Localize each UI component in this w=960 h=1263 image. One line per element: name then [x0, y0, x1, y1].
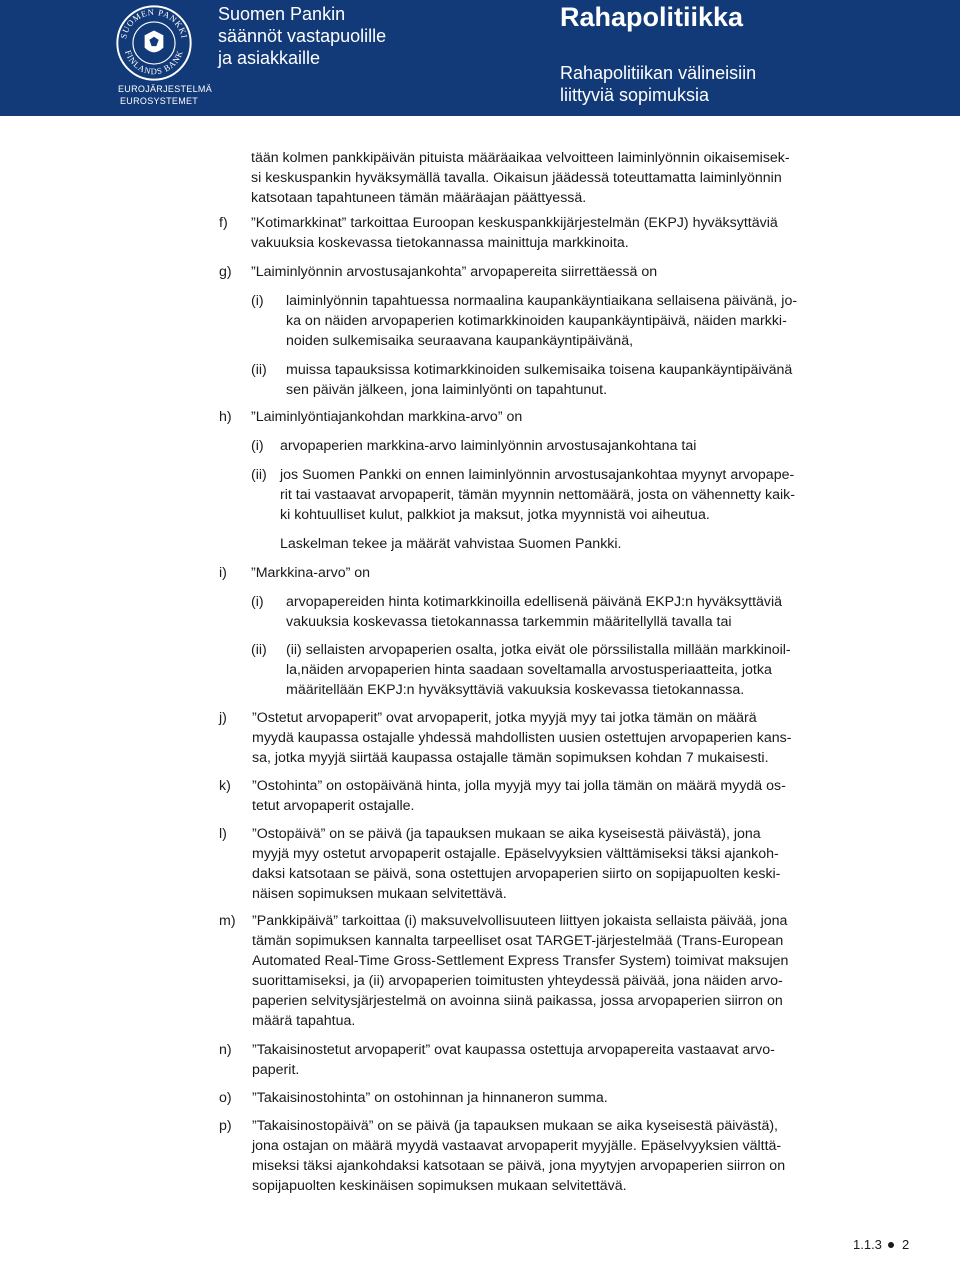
body-text-line: ”Laiminlyönnin arvostusajankohta” arvopapereita siirrettäessä on [251, 264, 658, 280]
logo-text-top: SUOMEN PANKKI [118, 6, 190, 40]
item-marker-n: n) [219, 1042, 232, 1058]
subitem-marker: (ii) [251, 642, 267, 658]
body-text-line: muissa tapauksissa kotimarkkinoiden sulkemisaika toisena kaupankäyntipäivänä [286, 362, 793, 378]
body-text-line: tämän sopimuksen kannalta tarpeelliset osat TARGET-järjestelmää (Trans-European [252, 933, 784, 949]
subitem-marker: (i) [251, 594, 264, 610]
page-header [0, 0, 960, 116]
footer-section-number: 1.1.3 [853, 1237, 882, 1252]
subitem-marker: (i) [251, 293, 264, 309]
body-text-line: Laskelman tekee ja määrät vahvistaa Suomen Pankki. [280, 536, 622, 552]
body-text-line: ”Ostohinta” on ostopäivänä hinta, jolla myyjä myy tai jolla tämän on määrä myydä os- [252, 778, 786, 794]
body-text-line: suorittamiseksi, ja (ii) arvopaperien toimitusten yhteydessä päivää, jona näiden arvo- [252, 973, 783, 989]
header-title: Rahapolitiikka [560, 2, 744, 32]
body-text-line: vakuuksia koskevassa tietokannassa tarkemmin määritellyllä tavalla tai [286, 614, 732, 630]
logo-text-bottom: FINLANDS BANK [123, 48, 185, 77]
body-text-line: (ii) sellaisten arvopaperien osalta, jotka eivät ole pörssilistalla millään markkinoil- [286, 642, 791, 658]
body-text-line: paperien selvitysjärjestelmä on avoinna siinä paikassa, jossa arvopaperien siirron on [252, 993, 783, 1009]
header-left-line-1: Suomen Pankin [218, 4, 346, 24]
subitem-marker: (ii) [251, 467, 267, 483]
item-marker-h: h) [219, 409, 232, 425]
body-text-line: ”Takaisinostohinta” on ostohinnan ja hinnaneron summa. [252, 1090, 608, 1106]
body-text-line: daksi katsotaan se päivä, sona ostettujen arvopaperien siirto on sopijapuolten keski- [252, 866, 781, 882]
body-text-line: si keskuspankin hyväksymällä tavalla. Oikaisun jäädessä toteuttamatta laiminlyönnin [251, 170, 782, 186]
body-text-line: ”Kotimarkkinat” tarkoittaa Euroopan keskuspankkijärjestelmän (EKPJ) hyväksyttäviä [251, 215, 778, 231]
body-text-line: noiden sulkemisaika seuraavana kaupankäyntipäivänä, [286, 333, 634, 349]
body-text-line: ”Ostopäivä” on se päivä (ja tapauksen mukaan se aika kyseisestä päivästä), jona [252, 826, 761, 842]
body-text-line: myydä kaupassa ostajalle yhdessä mahdollisten uusien ostettujen arvopaperien kans- [252, 730, 792, 746]
body-text-line: tetut arvopaperit ostajalle. [252, 798, 415, 814]
body-text-line: ”Laiminlyöntiajankohdan markkina-arvo” on [251, 409, 523, 425]
subitem-marker: (i) [251, 438, 264, 454]
body-text-line: Automated Real-Time Gross-Settlement Express Transfer System) toimivat maksujen [252, 953, 789, 969]
body-text-line: ka on näiden arvopaperien kotimarkkinoiden kaupankäyntipäivä, näiden markki- [286, 313, 787, 329]
item-marker-f: f) [219, 215, 228, 231]
body-text-line: jos Suomen Pankki on ennen laiminlyönnin arvostusajankohtaa myynyt arvopape- [280, 467, 795, 483]
item-marker-m: m) [219, 913, 236, 929]
body-text-line: vakuuksia koskevassa tietokannassa mainittuja markkinoita. [251, 235, 629, 251]
body-text-line: arvopapereiden hinta kotimarkkinoilla edellisenä päivänä EKPJ:n hyväksyttäviä [286, 594, 783, 610]
body-text-line: sen päivän jälkeen, jona laiminlyönti on tapahtunut. [286, 382, 608, 398]
item-marker-k: k) [219, 778, 231, 794]
header-subtitle-line-1: Rahapolitiikan välineisiin [560, 63, 757, 83]
body-text-line: katsotaan tapahtuneen tämän määräajan päättyessä. [251, 190, 587, 206]
body-text-line: miseksi täksi ajankohdaksi katsotaan se päivä, jona myytyjen arvopaperien siirron on [252, 1158, 786, 1174]
body-text-line: arvopaperien markkina-arvo laiminlyönnin arvostusajankohtana tai [280, 438, 697, 454]
body-text-line: laiminlyönnin tapahtuessa normaalina kaupankäyntiaikana sellaisena päivänä, jo- [286, 293, 798, 309]
body-text-line: ”Ostetut arvopaperit” ovat arvopaperit, jotka myyjä myy tai jotka tämän on määrä [252, 710, 757, 726]
body-text-line: la,näiden arvopaperien hinta saadaan soveltamalla arvostusperiaatteita, jotka [286, 662, 772, 678]
body-text-line: sopijapuolten keskinäisen sopimuksen mukaan selvitettävä. [252, 1178, 627, 1194]
header-subtitle-line-2: liittyviä sopimuksia [560, 85, 710, 105]
body-text-line: sa, jotka myyjä siirtää kaupassa ostajalle tämän sopimuksen kohdan 7 mukaisesti. [252, 750, 769, 766]
item-marker-j: j) [219, 710, 227, 726]
body-text-line: tään kolmen pankkipäivän pituista määräaikaa velvoitteen laiminlyönnin oikaisemisek- [251, 150, 790, 166]
footer-page-number: 2 [902, 1237, 910, 1252]
body-text-line: ”Markkina-arvo” on [251, 565, 371, 581]
body-text-line: määritellään EKPJ:n hyväksyttäviä vakuuksia koskevassa tietokannassa. [286, 682, 745, 698]
body-text-line: ”Takaisinostopäivä” on se päivä (ja tapauksen mukaan se aika kyseisestä päivästä), [252, 1118, 779, 1134]
header-left-line-3: ja asiakkaille [218, 48, 321, 68]
header-left-line-2: säännöt vastapuolille [218, 26, 387, 46]
eurosystem-fi: EUROJÄRJESTELMÄ [118, 84, 213, 94]
body-text-line: myyjä myy ostetut arvopaperit ostajalle. Epäselvyyksien välttämiseksi täksi ajankoh- [252, 846, 779, 862]
item-marker-g: g) [219, 264, 232, 280]
body-text-line: jona ostajan on määrä myydä vastaavat arvopaperit myyjälle. Epäselvyyksien välttä- [252, 1138, 782, 1154]
item-marker-o: o) [219, 1090, 232, 1106]
body-text-line: ki kohtuulliset kulut, palkkiot ja maksut, jotka myynnistä voi aiheutua. [280, 507, 710, 523]
bullet-separator-icon [888, 1242, 894, 1248]
body-text-line: näisen sopimuksen mukaan selvitettävä. [252, 886, 507, 902]
body-text-line: määrä tapahtua. [252, 1013, 356, 1029]
body-text-line: ”Pankkipäivä” tarkoittaa (i) maksuvelvollisuuteen liittyen jokaista sellaista päivää, jona [252, 913, 788, 929]
item-marker-i: i) [219, 565, 227, 581]
bank-seal-logo [115, 4, 193, 82]
body-text-line: ”Takaisinostetut arvopaperit” ovat kaupassa ostettuja arvopapereita vastaavat arvo- [252, 1042, 775, 1058]
item-marker-l: l) [219, 826, 227, 842]
item-marker-p: p) [219, 1118, 232, 1134]
body-text-line: rit tai vastaavat arvopaperit, tämän myynnin nettomäärä, josta on vähennetty kaik- [280, 487, 795, 503]
body-text-line: paperit. [252, 1062, 300, 1078]
subitem-marker: (ii) [251, 362, 267, 378]
eurosystem-en: EUROSYSTEMET [120, 96, 199, 106]
